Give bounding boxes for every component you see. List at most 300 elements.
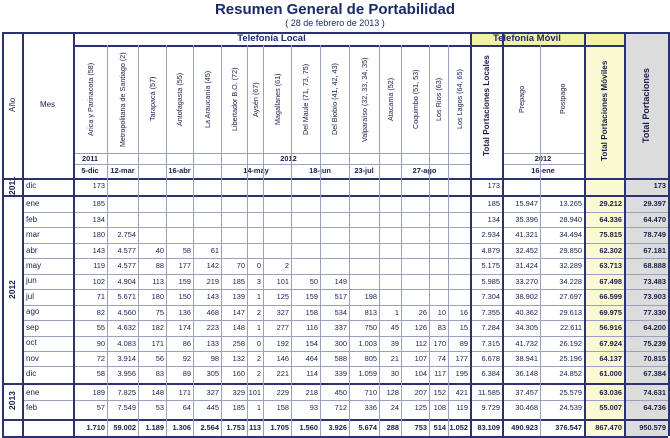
table-cell: 55 (96, 323, 105, 333)
total-header: Total Portaciones (641, 67, 651, 143)
table-cell: 468 (206, 307, 219, 317)
table-cell: 128 (386, 387, 399, 397)
grid-line (22, 305, 668, 306)
table-cell: 185 (232, 403, 245, 413)
table-cell: 64.336 (599, 214, 622, 224)
table-cell: 177 (178, 261, 191, 271)
table-cell: 66.599 (599, 292, 622, 302)
table-cell: 101 (248, 387, 261, 397)
grid-line (22, 243, 668, 244)
grid-line (73, 32, 668, 34)
table-cell: 150 (178, 292, 191, 302)
table-cell: 148 (151, 387, 164, 397)
table-cell: 450 (334, 387, 347, 397)
table-cell: 710 (364, 387, 377, 397)
table-cell: 219 (206, 276, 219, 286)
table-cell: 77.330 (643, 307, 666, 317)
table-cell: 24.539 (559, 403, 582, 413)
table-cell: 34.228 (559, 276, 582, 286)
table-cell: 114 (306, 369, 318, 379)
table-cell: 13.265 (559, 199, 582, 209)
table-cell: 174 (178, 323, 191, 333)
table-cell: 134 (487, 214, 500, 224)
table-cell: 72 (96, 353, 105, 363)
total-cell: 5.674 (358, 422, 377, 432)
region-header: Los Ríos (63) (434, 77, 443, 121)
table-cell: 26.192 (559, 338, 582, 348)
table-cell: 185 (232, 276, 245, 286)
table-cell: 26 (418, 307, 427, 317)
table-cell: 4.577 (117, 245, 136, 255)
table-cell: 7.284 (481, 323, 500, 333)
total-cell: 1.052 (449, 422, 468, 432)
grid-line (22, 32, 24, 436)
table-cell: 277 (276, 323, 289, 333)
table-cell: 223 (206, 323, 219, 333)
table-cell: 1.003 (358, 338, 377, 348)
year-label: 2013 (7, 390, 17, 410)
table-cell: 45 (390, 323, 399, 333)
month-label: abr (26, 245, 38, 255)
table-cell: 93 (309, 403, 318, 413)
table-cell: 3.956 (117, 369, 136, 379)
table-cell: 16 (459, 307, 468, 317)
table-cell: 180 (92, 230, 105, 240)
table-cell: 712 (334, 403, 347, 413)
table-cell: 24.852 (559, 369, 582, 379)
table-cell: 154 (305, 338, 318, 348)
table-cell: 421 (455, 387, 468, 397)
table-cell: 3 (256, 276, 261, 286)
table-cell: 134 (92, 214, 105, 224)
table-cell: 90 (96, 338, 105, 348)
table-cell: 173 (653, 181, 666, 191)
table-cell: 102 (92, 276, 105, 286)
grid-line (540, 45, 541, 436)
table-cell: 55.007 (599, 403, 622, 413)
table-cell: 339 (334, 369, 347, 379)
table-cell: 75 (155, 307, 164, 317)
grid-line (502, 164, 584, 165)
table-cell: 4.577 (117, 261, 136, 271)
table-cell: 9.729 (481, 403, 500, 413)
region-header: Los Lagos (64, 65) (454, 69, 464, 129)
table-cell: 0 (256, 338, 261, 348)
table-cell: 73.903 (643, 292, 666, 302)
table-cell: 35.396 (515, 214, 538, 224)
region-header: Atacama (52) (385, 77, 395, 121)
table-cell: 5.985 (481, 276, 500, 286)
table-cell: 5.175 (481, 261, 500, 271)
total-cell: 867.470 (595, 422, 622, 432)
year-label: 2012 (7, 279, 17, 299)
month-label: ago (26, 307, 40, 317)
grid-line (2, 436, 668, 438)
table-cell: 185 (487, 199, 500, 209)
table-cell: 146 (276, 353, 289, 363)
table-cell: 89 (182, 369, 191, 379)
grid-line (22, 366, 668, 367)
table-cell: 75.239 (643, 338, 666, 348)
table-cell: 89 (459, 338, 468, 348)
grid-line (22, 351, 668, 352)
table-cell: 7.549 (117, 403, 136, 413)
table-cell: 98 (210, 353, 219, 363)
total-cell: 83.109 (477, 422, 500, 432)
table-cell: 170 (433, 338, 446, 348)
table-cell: 133 (206, 338, 219, 348)
table-cell: 5.671 (117, 292, 136, 302)
grid-line (2, 32, 73, 34)
table-cell: 116 (306, 323, 318, 333)
grid-line (2, 383, 668, 385)
year-2012-label: 2012 (280, 153, 297, 163)
table-cell: 182 (151, 323, 164, 333)
table-cell: 173 (92, 181, 105, 191)
month-label: dic (26, 180, 37, 190)
table-cell: 15 (459, 323, 468, 333)
table-cell: 119 (93, 261, 105, 271)
region-header: Valparaíso (32, 33, 34, 35) (359, 56, 369, 142)
grid-line (22, 274, 668, 275)
date-label: 18-jun (309, 166, 331, 176)
table-cell: 4.904 (117, 276, 136, 286)
month-label: feb (26, 214, 38, 224)
table-cell: 107 (414, 353, 427, 363)
table-cell: 2 (256, 307, 261, 317)
table-cell: 139 (232, 292, 245, 302)
table-cell: 38.902 (515, 292, 538, 302)
table-cell: 64.736 (643, 403, 666, 413)
month-label: ene (26, 387, 40, 397)
table-cell: 305 (206, 369, 219, 379)
grid-line (22, 336, 668, 337)
page-title: Resumen General de Portabilidad (214, 1, 456, 18)
grid-line (379, 45, 380, 436)
grid-line (502, 153, 584, 154)
region-header: Metropolitana de Santiago (2) (118, 51, 127, 147)
table-cell: 125 (414, 403, 427, 413)
table-cell: 56 (155, 353, 164, 363)
table-cell: 2.934 (481, 230, 500, 240)
table-cell: 2 (284, 261, 289, 271)
table-cell: 29.850 (559, 245, 582, 255)
table-cell: 58 (96, 369, 105, 379)
table-cell: 113 (152, 276, 164, 286)
table-cell: 75.815 (599, 230, 622, 240)
table-cell: 171 (178, 387, 191, 397)
table-cell: 64.470 (643, 214, 666, 224)
table-cell: 74.631 (643, 387, 666, 397)
table-cell: 108 (433, 403, 446, 413)
table-cell: 4.632 (117, 323, 136, 333)
table-cell: 33.270 (515, 276, 538, 286)
total-locales-header: Total Portaciones Locales (481, 54, 491, 156)
total-cell: 113 (249, 422, 261, 432)
table-cell: 750 (364, 323, 377, 333)
grid-line (166, 45, 167, 436)
month-header: Mes (39, 100, 56, 109)
table-cell: 159 (178, 276, 191, 286)
table-cell: 336 (364, 403, 377, 413)
total-cell: 1.189 (145, 422, 164, 432)
table-cell: 22.611 (559, 323, 582, 333)
table-cell: 1 (394, 307, 399, 317)
total-cell: 376.547 (555, 422, 582, 432)
table-cell: 57 (96, 403, 105, 413)
table-cell: 185 (92, 199, 105, 209)
page-subtitle: ( 28 de febrero de 2013 ) (285, 18, 385, 28)
table-cell: 4.560 (117, 307, 136, 317)
grid-line (429, 45, 430, 436)
table-cell: 83 (155, 369, 164, 379)
movil-col-header: Prepago (516, 85, 526, 113)
table-cell: 29.212 (599, 199, 622, 209)
month-label: ene (26, 199, 40, 209)
total-cell: 1.705 (270, 422, 289, 432)
date-label: 5-dic (81, 166, 99, 176)
table-cell: 813 (364, 307, 377, 317)
table-cell: 189 (92, 387, 105, 397)
table-cell: 27.697 (559, 292, 582, 302)
table-cell: 70.815 (643, 353, 666, 363)
table-cell: 173 (487, 181, 500, 191)
table-cell: 24 (390, 403, 399, 413)
table-cell: 15.947 (515, 199, 538, 209)
table-cell: 25.196 (559, 353, 582, 363)
table-cell: 34.305 (515, 323, 538, 333)
table-cell: 36.148 (515, 369, 538, 379)
table-cell: 158 (276, 403, 289, 413)
region-header: Magallanes (61) (272, 73, 282, 125)
table-cell: 25.579 (559, 387, 582, 397)
group-header-local: Telefonía Local (237, 33, 306, 44)
table-cell: 37.457 (515, 387, 538, 397)
grid-line (291, 45, 292, 436)
table-cell: 117 (434, 369, 446, 379)
grid-line (624, 32, 626, 436)
group-header-movil: Telefonía Móvil (493, 33, 561, 44)
table-cell: 11.585 (477, 387, 500, 397)
region-header: Libertador B.O. (72) (229, 67, 239, 131)
table-cell: 4.879 (481, 245, 500, 255)
grid-line (22, 258, 668, 259)
grid-line (73, 153, 470, 154)
table-cell: 71 (96, 292, 105, 302)
table-cell: 7.315 (481, 338, 500, 348)
table-cell: 805 (364, 353, 377, 363)
grid-line (22, 227, 668, 228)
table-cell: 221 (276, 369, 289, 379)
grid-line (73, 164, 470, 165)
date-movil-label: 16-ene (531, 166, 555, 176)
table-cell: 6.384 (481, 369, 500, 379)
table-cell: 1.059 (358, 369, 377, 379)
table-cell: 445 (206, 403, 219, 413)
table-cell: 40 (155, 245, 164, 255)
table-cell: 41.732 (515, 338, 538, 348)
table-cell: 229 (276, 387, 289, 397)
table-cell: 64 (182, 403, 191, 413)
total-cell: 1.306 (172, 422, 191, 432)
table-cell: 61 (210, 245, 219, 255)
table-cell: 38.941 (515, 353, 538, 363)
grid-line (247, 45, 248, 436)
year-label: 2011 (7, 176, 17, 195)
region-header: Antofagasta (55) (175, 72, 184, 126)
total-cell: 288 (386, 422, 399, 432)
table-cell: 218 (305, 387, 318, 397)
table-cell: 192 (276, 338, 289, 348)
table-cell: 143 (206, 292, 219, 302)
table-cell: 1 (256, 292, 261, 302)
table-cell: 73.483 (643, 276, 666, 286)
year-movil-label: 2012 (534, 153, 552, 163)
table-cell: 112 (415, 338, 427, 348)
grid-line (2, 178, 668, 180)
table-cell: 29.397 (643, 199, 666, 209)
table-cell: 143 (92, 245, 105, 255)
table-cell: 2 (256, 369, 261, 379)
total-cell: 2.564 (200, 422, 219, 432)
table-cell: 2 (256, 353, 261, 363)
table-cell: 198 (364, 292, 377, 302)
grid-line (2, 195, 668, 197)
year-2011-label: 2011 (81, 153, 99, 163)
table-cell: 132 (232, 353, 245, 363)
table-cell: 82 (96, 307, 105, 317)
date-label: 12-mar (110, 166, 135, 176)
month-label: dic (26, 369, 37, 379)
grid-line (448, 45, 449, 436)
table-cell: 148 (232, 323, 245, 333)
table-cell: 41.321 (515, 230, 538, 240)
total-cell: 514 (433, 422, 446, 432)
table-cell: 119 (456, 403, 468, 413)
table-cell: 337 (334, 323, 347, 333)
table-cell: 64.137 (599, 353, 622, 363)
grid-line (73, 32, 75, 436)
region-header: Tarapacá (57) (147, 76, 157, 121)
total-cell: 490.923 (511, 422, 538, 432)
region-header: Del Biobío (41, 42, 43) (330, 63, 339, 135)
month-label: sep (26, 322, 39, 332)
table-cell: 64.200 (643, 323, 666, 333)
table-cell: 142 (206, 261, 219, 271)
table-cell: 31.424 (515, 261, 538, 271)
table-cell: 67.498 (599, 276, 622, 286)
date-label: 14-may (243, 166, 269, 176)
total-cell: 1.710 (86, 422, 105, 432)
table-cell: 29.613 (559, 307, 582, 317)
movil-col-header: Postpago (557, 83, 567, 114)
grid-line (107, 45, 108, 436)
table-cell: 62.302 (599, 245, 622, 255)
table-cell: 300 (334, 338, 347, 348)
table-cell: 152 (433, 387, 446, 397)
date-label: 16-abr (168, 166, 191, 176)
grid-line (320, 45, 321, 436)
table-cell: 160 (232, 369, 245, 379)
total-moviles-header: Total Portaciones Móviles (599, 60, 609, 161)
table-cell: 32.289 (559, 261, 582, 271)
table-cell: 50 (309, 276, 318, 286)
table-cell: 171 (151, 338, 164, 348)
table-cell: 327 (276, 307, 289, 317)
region-header: Coquimbo (51, 53) (410, 69, 420, 129)
table-cell: 58 (182, 245, 191, 255)
grid-line (470, 32, 472, 436)
table-cell: 101 (276, 276, 289, 286)
table-cell: 327 (206, 387, 219, 397)
date-label: 23-jul (354, 166, 374, 176)
table-cell: 67.924 (599, 338, 622, 348)
table-cell: 159 (305, 292, 318, 302)
table-cell: 83 (437, 323, 446, 333)
table-cell: 126 (414, 323, 427, 333)
table-cell: 56.916 (599, 323, 622, 333)
table-cell: 1 (256, 403, 261, 413)
total-cell: 59.002 (113, 422, 136, 432)
table-cell: 39 (390, 338, 399, 348)
table-cell: 7.355 (481, 307, 500, 317)
table-cell: 517 (334, 292, 347, 302)
table-cell: 28.940 (559, 214, 582, 224)
grid-line (401, 45, 402, 436)
table-cell: 34.494 (559, 230, 582, 240)
grid-line (2, 32, 4, 436)
table-cell: 158 (305, 307, 318, 317)
table-cell: 0 (256, 261, 261, 271)
table-cell: 63.036 (599, 387, 622, 397)
grid-line (349, 45, 350, 436)
month-label: nov (26, 353, 39, 363)
total-cell: 753 (414, 422, 427, 432)
grid-line (22, 400, 668, 401)
table-cell: 329 (232, 387, 245, 397)
total-cell: 3.926 (328, 422, 347, 432)
table-cell: 86 (182, 338, 191, 348)
table-cell: 88 (155, 261, 164, 271)
table-cell: 464 (305, 353, 318, 363)
table-cell: 125 (276, 292, 289, 302)
table-cell: 1 (256, 323, 261, 333)
grid-line (22, 212, 668, 213)
region-header: Del Maule (71, 73, 75) (301, 63, 310, 135)
grid-line (22, 289, 668, 290)
grid-line (584, 32, 586, 436)
region-header: La Araucanía (45) (202, 70, 212, 128)
table-cell: 2.754 (117, 230, 136, 240)
table-cell: 69.975 (599, 307, 622, 317)
region-header: Arica y Parinacota (58) (85, 62, 95, 136)
table-cell: 258 (232, 338, 245, 348)
table-cell: 177 (455, 353, 468, 363)
table-cell: 21 (390, 353, 399, 363)
grid-line (193, 45, 194, 436)
month-label: jul (26, 291, 35, 301)
table-cell: 6.678 (481, 353, 500, 363)
month-label: mar (26, 230, 40, 240)
table-cell: 136 (178, 307, 191, 317)
table-cell: 588 (334, 353, 347, 363)
grid-line (263, 45, 264, 436)
table-cell: 534 (334, 307, 347, 317)
grid-line (138, 45, 139, 436)
grid-line (22, 320, 668, 321)
table-cell: 7.825 (117, 387, 136, 397)
table-cell: 63.713 (599, 261, 622, 271)
